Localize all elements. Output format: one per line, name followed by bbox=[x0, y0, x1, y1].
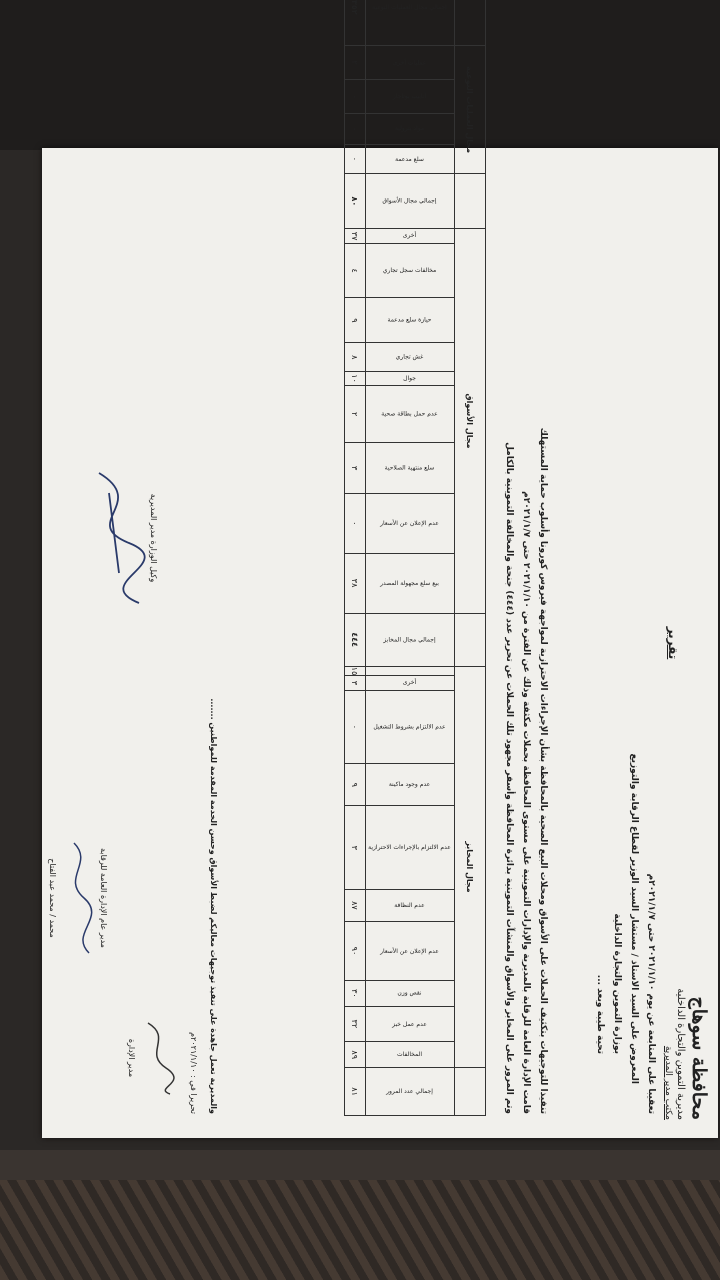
section-special-ops: مجال العمليات النوعية bbox=[455, 45, 486, 174]
header-row bbox=[366, 0, 455, 1116]
signature-title: وكيل الوزارة مدير المديرية bbox=[149, 493, 158, 583]
footnote: والمديرية تعمل جاهدة على تنفيذ توجيهات معاليكم لضبط الأسواق وحسن الخدمة المقدمة للمواطنين ....... bbox=[209, 698, 218, 1114]
governorate-name: محافظة سوهاج bbox=[688, 996, 710, 1120]
value-cell: ٣٢ bbox=[345, 1006, 366, 1042]
value-cell: ٠ bbox=[345, 80, 366, 114]
column-header: غش تجاري bbox=[366, 343, 455, 372]
value-cell: ٨٧ bbox=[345, 890, 366, 922]
value-cell: ٣ bbox=[345, 806, 366, 890]
value-cell: ٩ bbox=[345, 298, 366, 343]
column-header-total: إجمالي مجال المخابز bbox=[366, 613, 455, 666]
intro-line: بوزارة التموين والتجارة الداخلية bbox=[612, 913, 622, 1054]
body-line: وتم المرور على المخابز والأسواق والمنشآت التموينية بدائرة المحافظة وأسفر مجهود تلك الحملات عن تحرير عدد (٤٤٤) جنحة والمخالفة التموينية بالكامل bbox=[504, 442, 514, 1114]
column-header: عدم الالتزام بشروط التشغيل bbox=[366, 690, 455, 763]
total-cell: ٤٤٤ bbox=[345, 613, 366, 666]
inspection-table bbox=[344, 0, 486, 1116]
floor-rug bbox=[0, 1180, 720, 1280]
column-header: سلع مدعمة bbox=[366, 144, 455, 174]
intro-line: تحية طيبة وبعد ... bbox=[595, 974, 605, 1054]
column-header: مواد بترولية bbox=[366, 114, 455, 144]
signature-block-director bbox=[77, 458, 158, 618]
signature-block-general-manager bbox=[48, 808, 108, 988]
value-cell: ١٥ bbox=[345, 666, 366, 676]
date-line: تحريرا في : ٢٠٢١/١/١٠م bbox=[189, 1032, 198, 1114]
column-header-total: إجمالي مجال الأسواق bbox=[366, 174, 455, 229]
column-header bbox=[366, 666, 455, 676]
value-cell: ١٠ bbox=[345, 372, 366, 386]
section-markets: مجال الأسواق bbox=[455, 229, 486, 613]
body-block bbox=[499, 172, 550, 1114]
value-cell: ٠ bbox=[345, 144, 366, 174]
value-cell: ٣ bbox=[345, 676, 366, 690]
section-special-total bbox=[455, 0, 486, 45]
column-header-total: إجمالي مجال العمليات النوعية bbox=[366, 0, 455, 45]
directorate-name: مديرية التموين والتجارة الداخلية bbox=[675, 988, 686, 1120]
column-header: نقص وزن bbox=[366, 981, 455, 1006]
intro-line: تعقيبا على المتابعة عن يوم ٢٠٢١/١/١٠ حتى ٢٠٢١/١/٧م bbox=[646, 873, 656, 1114]
body-line: قامت الإدارة العامة للرقابة بالمديرية والإدارات التموينية على مستوى المحافظة بحملات مكثفة وذلك عن الفترة من ٢٠٢١/١/١٠ حتى ٢٠٢١/١/٧م bbox=[521, 491, 531, 1114]
column-header: أخرى bbox=[366, 676, 455, 690]
column-header: عدم الإعلان عن الأسعار bbox=[366, 921, 455, 981]
value-cell: ٣٧ bbox=[345, 229, 366, 243]
value-cell: ٤ bbox=[345, 243, 366, 297]
column-header: أنابيب بوتاجاز bbox=[366, 80, 455, 114]
section-markets-total bbox=[455, 174, 486, 229]
value-cell: ٩ bbox=[345, 764, 366, 806]
column-header: بيع سلع مجهولة المصدر bbox=[366, 553, 455, 613]
value-cell: ٣ bbox=[345, 443, 366, 494]
value-cell: ٣٠ bbox=[345, 981, 366, 1006]
value-cell: ٩٠ bbox=[345, 921, 366, 981]
intro-line: المعروض على السيد الاستاذ / مستشار السيد الوزير لقطاع الرقابة والتوزيع bbox=[629, 753, 639, 1084]
value-cell: ٠ bbox=[345, 493, 366, 553]
handwritten-signature bbox=[59, 838, 99, 958]
value-cell: ٨١ bbox=[345, 1068, 366, 1116]
column-header: إجمالي عدد المرور bbox=[366, 1068, 455, 1116]
column-header: عدم عمل خبز bbox=[366, 1006, 455, 1042]
section-row bbox=[455, 0, 486, 1116]
column-header: حيازة سلع مدعمة bbox=[366, 298, 455, 343]
report-title: تقرير bbox=[666, 626, 680, 660]
values-row bbox=[345, 0, 366, 1116]
signature-title: مدير الإدارة bbox=[127, 1038, 136, 1078]
value-cell: ٠ bbox=[345, 690, 366, 763]
value-cell: ٨ bbox=[345, 343, 366, 372]
signature-block-inspector bbox=[127, 998, 178, 1118]
column-header: عدم وجود ماكينة bbox=[366, 764, 455, 806]
column-header: المخالفات bbox=[366, 1042, 455, 1068]
rotated-document-content bbox=[42, 0, 718, 1138]
signature-title: مدير عام الإدارة العامة للرقابة bbox=[99, 848, 108, 948]
column-header: سلع منتهية الصلاحية bbox=[366, 443, 455, 494]
handwritten-signature bbox=[138, 1018, 178, 1098]
column-header: عدم الالتزام بالإجراءات الاحترازية bbox=[366, 806, 455, 890]
section-bakeries-total bbox=[455, 613, 486, 666]
total-cell: ٨٠ bbox=[345, 174, 366, 229]
column-header: عدم الإعلان عن الأسعار bbox=[366, 493, 455, 553]
handwritten-signature bbox=[79, 463, 149, 613]
column-header: مخالفات سجل تجاري bbox=[366, 243, 455, 297]
column-header: جوال bbox=[366, 372, 455, 386]
value-cell: ٨٩ bbox=[345, 1042, 366, 1068]
column-header: أخرى bbox=[366, 229, 455, 243]
section-cell bbox=[455, 1068, 486, 1116]
column-header: عدم حمل بطاقة صحية bbox=[366, 385, 455, 442]
value-cell: ٣٨ bbox=[345, 553, 366, 613]
column-header: عدم النظافة bbox=[366, 890, 455, 922]
total-cell: ٣٥٢ bbox=[345, 0, 366, 45]
value-cell: ٠ bbox=[345, 114, 366, 144]
value-cell: ٢ bbox=[345, 385, 366, 442]
section-bakeries: مجال المخابز bbox=[455, 666, 486, 1067]
column-header: عمليات أخرى bbox=[366, 45, 455, 80]
signature-name: محمد / محمد عبد الفتاح bbox=[48, 858, 57, 938]
document-page bbox=[42, 0, 718, 1138]
intro-block bbox=[590, 172, 658, 1114]
body-line: تنفيذا للتوجيهات بتكثيف الحملات على الأسواق ومحلات البيع الصحية بالمحافظة بشأن الإجراءات الاحترازية لمواجهة فيروس كورونا وأسلوب حماية المستهلك bbox=[538, 427, 548, 1114]
value-cell: ٢ bbox=[345, 45, 366, 80]
office-name: مكتب مدير المديرية bbox=[663, 1045, 673, 1120]
